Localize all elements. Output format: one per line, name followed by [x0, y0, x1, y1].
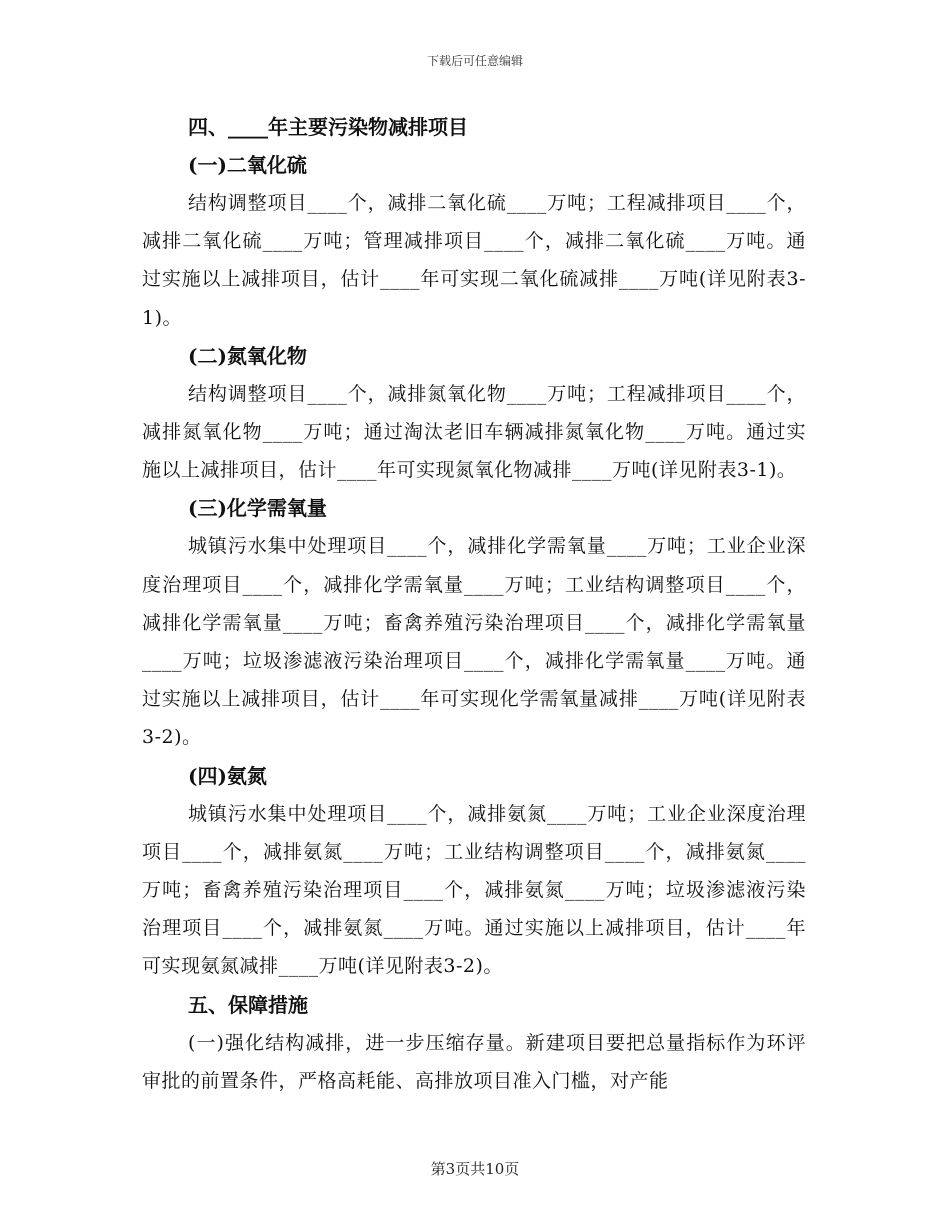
section-heading-four: 四、____年主要污染物减排项目 [188, 115, 468, 139]
paragraph-cod: 城镇污水集中处理项目____个，减排化学需氧量____万吨；工业企业深度治理项目____个，减排化学需氧量____万吨；工业结构调整项目____个，减排化学需氧量____万吨；畜禽养殖污染治理项目____个，减排化学需氧量____万吨；垃圾渗滤液污染治理项目____个，减排化学需氧量____万吨。通过实施以上减排项目，估计____年可实现化学需氧量减排____万吨(详见附表3-2)。 [142, 535, 806, 749]
paragraph-measures: (一)强化结构减排，进一步压缩存量。新建项目要把总量指标作为环评审批的前置条件，严格高耗能、高排放项目准入门槛，对产能 [142, 1031, 806, 1092]
subheading-cod: (三)化学需氧量 [188, 496, 327, 521]
subheading-nitrogen-oxides: (二)氮氧化物 [188, 343, 307, 368]
page-header: 下载后可任意编辑 [426, 54, 523, 68]
paragraph-ammonia-nitrogen: 城镇污水集中处理项目____个，减排氨氮____万吨；工业企业深度治理项目____个，减排氨氮____万吨；工业结构调整项目____个，减排氨氮____万吨；畜禽养殖污染治理项目____个，减排氨氮____万吨；垃圾渗滤液污染治理项目____个，减排氨氮____万吨。通过实施以上减排项目，估计____年可实现氨氮减排____万吨(详见附表3-2)。 [142, 802, 806, 978]
paragraph-sulfur-dioxide: 结构调整项目____个，减排二氧化硫____万吨；工程减排项目____个，减排二氧化硫____万吨；管理减排项目____个，减排二氧化硫____万吨。通过实施以上减排项目，估计____年可实现二氧化硫减排____万吨(详见附表3-1)。 [142, 192, 806, 329]
document-body [142, 108, 806, 1100]
page-footer: 第3页共10页 [430, 1160, 520, 1178]
paragraph-nitrogen-oxides: 结构调整项目____个，减排氮氧化物____万吨；工程减排项目____个，减排氮氧化物____万吨；通过淘汰老旧车辆减排氮氧化物____万吨。通过实施以上减排项目，估计____年可实现氮氧化物减排____万吨(详见附表3-1)。 [142, 382, 806, 482]
section-heading-five: 五、保障措施 [188, 992, 308, 1017]
subheading-sulfur-dioxide: (一)二氧化硫 [188, 153, 307, 177]
subheading-ammonia-nitrogen: (四)氨氮 [188, 763, 267, 788]
